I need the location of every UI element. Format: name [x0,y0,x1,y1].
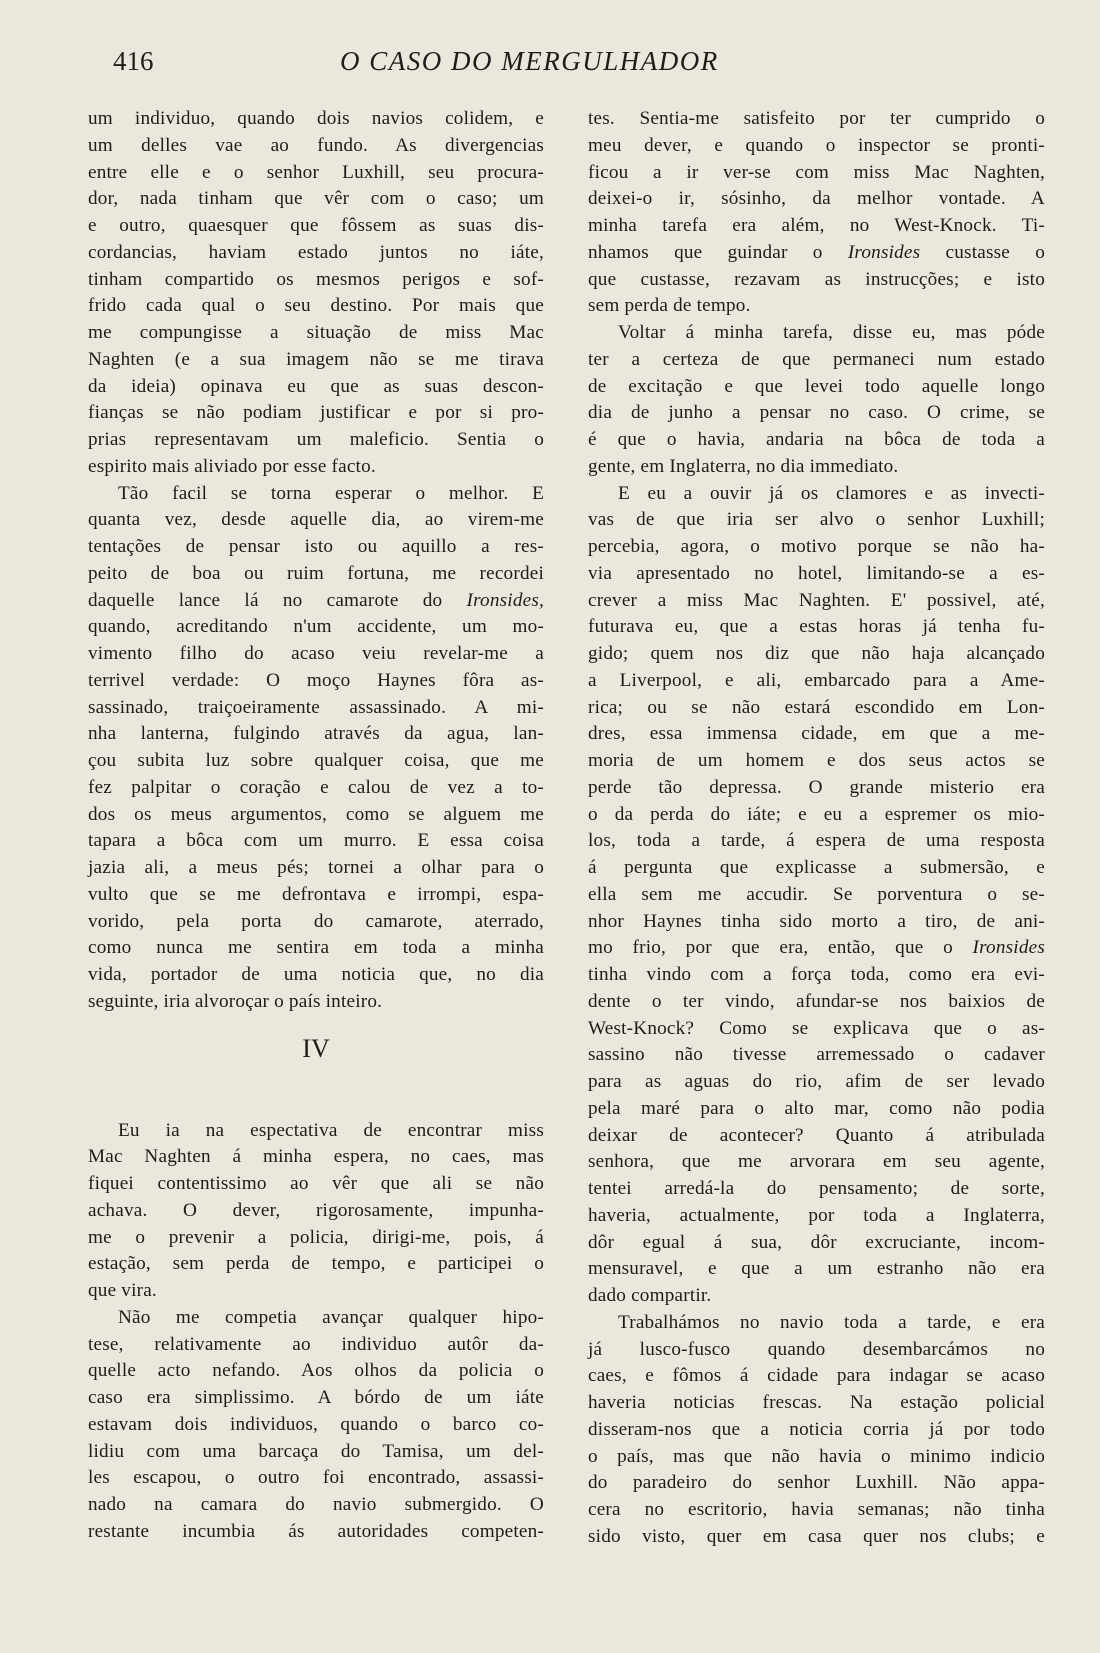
text-line: caso era simplissimo. A bórdo de um iáte [88,1387,544,1408]
text-line: cera no escritorio, havia semanas; não tinha [588,1499,1045,1520]
text-line: á pergunta que explicasse a submersão, e [588,857,1045,878]
text-line: quelle acto nefando. Aos olhos da policia o [88,1360,544,1382]
text-line: vorido, pela porta do camarote, aterrado, [88,910,544,932]
text-line: o país, mas que não havia o minimo indicio [588,1445,1045,1467]
text-line: um individuo, quando dois navios colidem, e [88,108,544,129]
text-line: çou subita luz sobre qualquer coisa, que me [88,750,544,771]
text-line: tentei arredá-la do pensamento; de sorte, [588,1178,1045,1199]
ship-name: Ironsides [972,937,1045,959]
text-line: mensuravel, e que a um estranho não era [588,1258,1045,1280]
text-line: haveria, actualmente, por toda a Inglaterra, [588,1204,1045,1226]
text-line: que vira. [88,1280,157,1301]
text-line: dres, essa immensa cidade, em que a me- [588,723,1045,745]
text-line: como nunca me sentira em toda a minha [88,937,544,959]
text-line: fiquei contentissimo ao vêr que ali se não [88,1173,544,1194]
text-line: vimento filho do acaso veiu revelar-me a [88,643,544,664]
text-line: jazia ali, a meus pés; tornei a olhar para o [88,857,544,878]
text-line: crever a miss Mac Naghten. E' possivel, até, [588,589,1045,611]
text-line: o da perda do iáte; e eu a espremer os mio- [588,803,1045,825]
running-title: O CASO DO MERGULHADOR [340,46,719,76]
text-line: perde tão depressa. O grande misterio era [588,776,1045,798]
text-line: deixei-o ir, sósinho, da melhor vontade. A [588,188,1045,210]
text-line: me o prevenir a policia, dirigi-me, pois, á [88,1226,544,1248]
text-line: dente o ter vindo, afundar-se nos baixios de [588,990,1045,1012]
text-line: dor, nada tinham que vêr com o caso; um [88,188,544,210]
text-line: a Liverpool, e ali, embarcado para a Ame- [588,669,1045,691]
text-line: terrivel verdade: O moço Haynes fôra as- [88,669,544,691]
text-line: gente, em Inglaterra, no dia immediato. [588,455,899,477]
text-line: para as aguas do rio, afim de ser levado [588,1071,1045,1092]
text-line [588,935,1045,962]
text-line: senhora, que me arvorara em seu agente, [588,1151,1045,1173]
text-line: restante incumbia ás autoridades competen- [88,1520,544,1542]
text-line [88,588,544,615]
section-heading: IV [302,1033,330,1063]
text-line: ter a certeza de que permaneci num estado [588,348,1045,370]
text-line: Mac Naghten á minha espera, no caes, mas [88,1146,544,1168]
paragraph [88,1118,544,1305]
text-fragment: custasse o [920,241,1045,263]
text-line: da ideia) opinava eu que as suas descon- [88,375,544,397]
text-line [588,240,1045,267]
text-line: disseram-nos que a noticia corria já por todo [588,1418,1045,1440]
text-line: deixar de acontecer? Quanto á atribulada [588,1124,1045,1146]
text-line: fez palpitar o coração e calou de vez a to- [88,776,544,798]
text-fragment: mo frio, por que era, então, que o [588,937,973,959]
paragraph [88,481,544,1016]
text-line: estavam dois individuos, quando o barco co- [88,1413,544,1435]
paragraph [88,1305,544,1546]
text-line: tinha vindo com a força toda, como era evi- [588,964,1045,985]
paragraph [588,1310,1045,1551]
text-line: minha tarefa era além, no West-Knock. Ti- [588,215,1045,236]
text-line: me compungisse a situação de miss Mac [88,322,544,343]
text-line: caes, e fômos á cidade para indagar se acaso [588,1365,1045,1387]
paragraph [88,106,544,481]
text-line: Não me competia avançar qualquer hipo- [118,1306,544,1328]
text-line: sassinado, traiçoeiramente assassinado. A mi- [88,696,544,718]
text-line: frido cada qual o seu destino. Por mais que [88,295,544,317]
text-line: seguinte, iria alvoroçar o país inteiro. [88,990,383,1012]
text-line: pela maré para o alto mar, como não podia [588,1097,1045,1119]
text-line: dado compartir. [588,1285,712,1306]
text-line: cordancias, haviam estado juntos no iáte, [88,241,544,263]
text-line: estação, sem perda de tempo, e participei o [88,1253,544,1275]
text-line: é que o havia, andaria na bôca de toda a [588,429,1045,450]
text-line: lidiu com uma barcaça do Tamisa, um del- [88,1440,544,1462]
text-line: Tão facil se torna esperar o melhor. E [118,482,544,504]
text-line: tentações de pensar isto ou aquillo a res- [88,536,544,557]
text-line: já lusco-fusco quando desembarcámos no [588,1338,1045,1360]
text-line: Naghten (e a sua imagem não se me tirava [88,348,544,370]
text-line: tese, relativamente ao individuo autôr da- [88,1333,544,1355]
text-line: gido; quem nos diz que não haja alcançado [588,643,1045,664]
text-line: West-Knock? Como se explicava que o as- [588,1017,1045,1039]
text-line: quando, acreditando n'um accidente, um mo- [88,616,544,638]
text-line: vulto que se me defrontava e irrompi, espa- [88,883,544,905]
text-line: dia de junho a pensar no caso. O crime, se [588,402,1045,424]
paragraph [588,481,1045,1310]
text-line: ficou a ir ver-se com miss Mac Naghten, [588,161,1045,183]
text-line: prias representavam um maleficio. Sentia o [88,429,544,450]
text-line: e outro, quaesquer que fôssem as suas dis- [88,215,544,236]
text-line: futurava eu, que a estas horas já tenha fu- [588,616,1045,638]
left-column [88,106,544,1546]
text-line: les escapou, o outro foi encontrado, assassi- [88,1467,544,1489]
right-column [588,106,1045,1551]
text-line: espirito mais aliviado por esse facto. [88,455,376,477]
text-line: do paradeiro do senhor Luxhill. Não appa- [588,1472,1045,1494]
text-line: de excitação e que levei todo aquelle longo [588,375,1045,397]
text-line: ella sem me accudir. Se porventura o se- [588,883,1045,905]
text-line: tes. Sentia-me satisfeito por ter cumprido o [588,108,1045,129]
text-line: tapara a bôca com um murro. E essa coisa [88,830,544,852]
text-line: Voltar á minha tarefa, disse eu, mas póde [618,322,1045,343]
paragraph [588,106,1045,320]
ship-name: Ironsides, [466,589,544,611]
text-line: percebia, agora, o motivo porque se não ha- [588,536,1045,557]
text-line: haveria noticias frescas. Na estação policial [588,1392,1045,1413]
text-line: tinham compartido os mesmos perigos e sof- [88,268,544,290]
text-line: quanta vez, desde aquelle dia, ao virem-me [88,509,544,531]
text-line: via apresentado no hotel, limitando-se a es- [588,562,1045,584]
text-line: nhor Haynes tinha sido morto a tiro, de ani- [588,910,1045,932]
text-line: sido visto, quer em casa quer nos clubs; e [588,1525,1045,1547]
text-line: rica; ou se não estará escondido em Lon- [588,696,1045,718]
text-line: vida, portador de uma noticia que, no dia [88,964,544,985]
text-line: dôr egual á sua, dôr excruciante, incom- [588,1231,1045,1253]
text-line: entre elle e o senhor Luxhill, seu procura- [88,161,544,183]
text-line: achava. O dever, rigorosamente, impunha- [88,1199,544,1221]
text-line: nha lanterna, fulgindo através da agua, lan- [88,723,544,745]
page-header [0,46,1100,86]
text-line: los, toda a tarde, á espera de uma resposta [588,830,1045,852]
page-number: 416 [113,46,154,76]
text-line: que custasse, rezavam as instrucções; e isto [588,268,1045,290]
text-line: fianças se não podiam justificar e por si pro- [88,402,544,424]
text-line: nado na camara do navio submergido. O [88,1494,544,1515]
text-line: Eu ia na espectativa de encontrar miss [118,1119,544,1141]
text-line: E eu a ouvir já os clamores e as invecti- [618,482,1045,504]
text-fragment: daquelle lance lá no camarote do [88,589,467,611]
text-fragment: nhamos que guindar o [588,241,848,263]
ship-name: Ironsides [847,241,921,263]
text-line: Trabalhámos no navio toda a tarde, e era [618,1311,1045,1333]
text-line: um delles vae ao fundo. As divergencias [88,134,544,156]
text-line: peito de boa ou ruim fortuna, me recordei [88,562,544,584]
text-line: sassino não tivesse arremessado o cadaver [588,1044,1045,1066]
text-line: vas de que iria ser alvo o senhor Luxhill; [588,509,1045,531]
paragraph [588,320,1045,481]
text-line: dos os meus argumentos, como se alguem me [88,803,544,825]
text-line: sem perda de tempo. [588,295,751,317]
text-line: moria de um homem e dos seus actos se [588,750,1045,771]
text-line: meu dever, e quando o inspector se pronti- [588,134,1045,156]
